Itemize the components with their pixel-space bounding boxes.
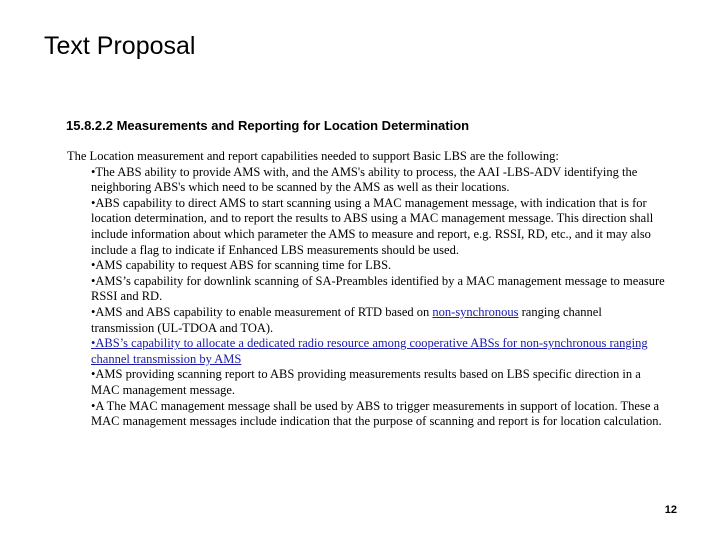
list-item: •AMS’s capability for downlink scanning of SA-Preambles identified by a MAC management message to measure RSSI and RD. bbox=[91, 273, 665, 304]
rtd-text-after: ranging channel transmission (UL-TDOA and TOA). bbox=[91, 304, 602, 335]
dedicated-resource-link[interactable]: •ABS’s capability to allocate a dedicated radio resource among cooperative ABSs for non-synchronous ranging channel transmission by AMS bbox=[91, 336, 648, 366]
list-item: •AMS providing scanning report to ABS providing measurements results based on LBS specific direction in a MAC management message. bbox=[91, 367, 641, 397]
slide-title: Text Proposal bbox=[44, 32, 196, 60]
list-item: •A The MAC management message shall be used by ABS to trigger measurements in support of location. These a MAC management messages include indication that the purpose of scanning and report is for location calculation. bbox=[91, 398, 662, 429]
page-number: 12 bbox=[664, 504, 677, 516]
rtd-text-before: •AMS and ABS capability to enable measurement of RTD based on bbox=[91, 304, 433, 319]
list-item: •ABS capability to direct AMS to start scanning using a MAC management message, with indication that is for location determination, and to report the results to ABS using a MAC management message. This direction shall include information about which parameter the AMS to measure and report, e.g. RSSI, RD, etc., and it may also include a flag to indicate if Enhanced LBS measurements should be used. bbox=[91, 195, 654, 257]
section-body bbox=[67, 149, 667, 430]
intro-paragraph: The Location measurement and report capabilities needed to support Basic LBS are the following: bbox=[67, 149, 559, 163]
non-synchronous-link[interactable]: non-synchronous bbox=[432, 304, 519, 319]
list-item: •The ABS ability to provide AMS with, and the AMS's ability to process, the AAI -LBS-ADV identifying the neighboring ABS's which need to be scanned by the AMS as well as their locations. bbox=[91, 164, 638, 195]
list-item-rtd bbox=[91, 305, 667, 336]
capability-list bbox=[67, 165, 667, 430]
list-item: •AMS capability to request ABS for scanning time for LBS. bbox=[91, 258, 392, 273]
section-heading: 15.8.2.2 Measurements and Reporting for Location Determination bbox=[66, 118, 470, 133]
